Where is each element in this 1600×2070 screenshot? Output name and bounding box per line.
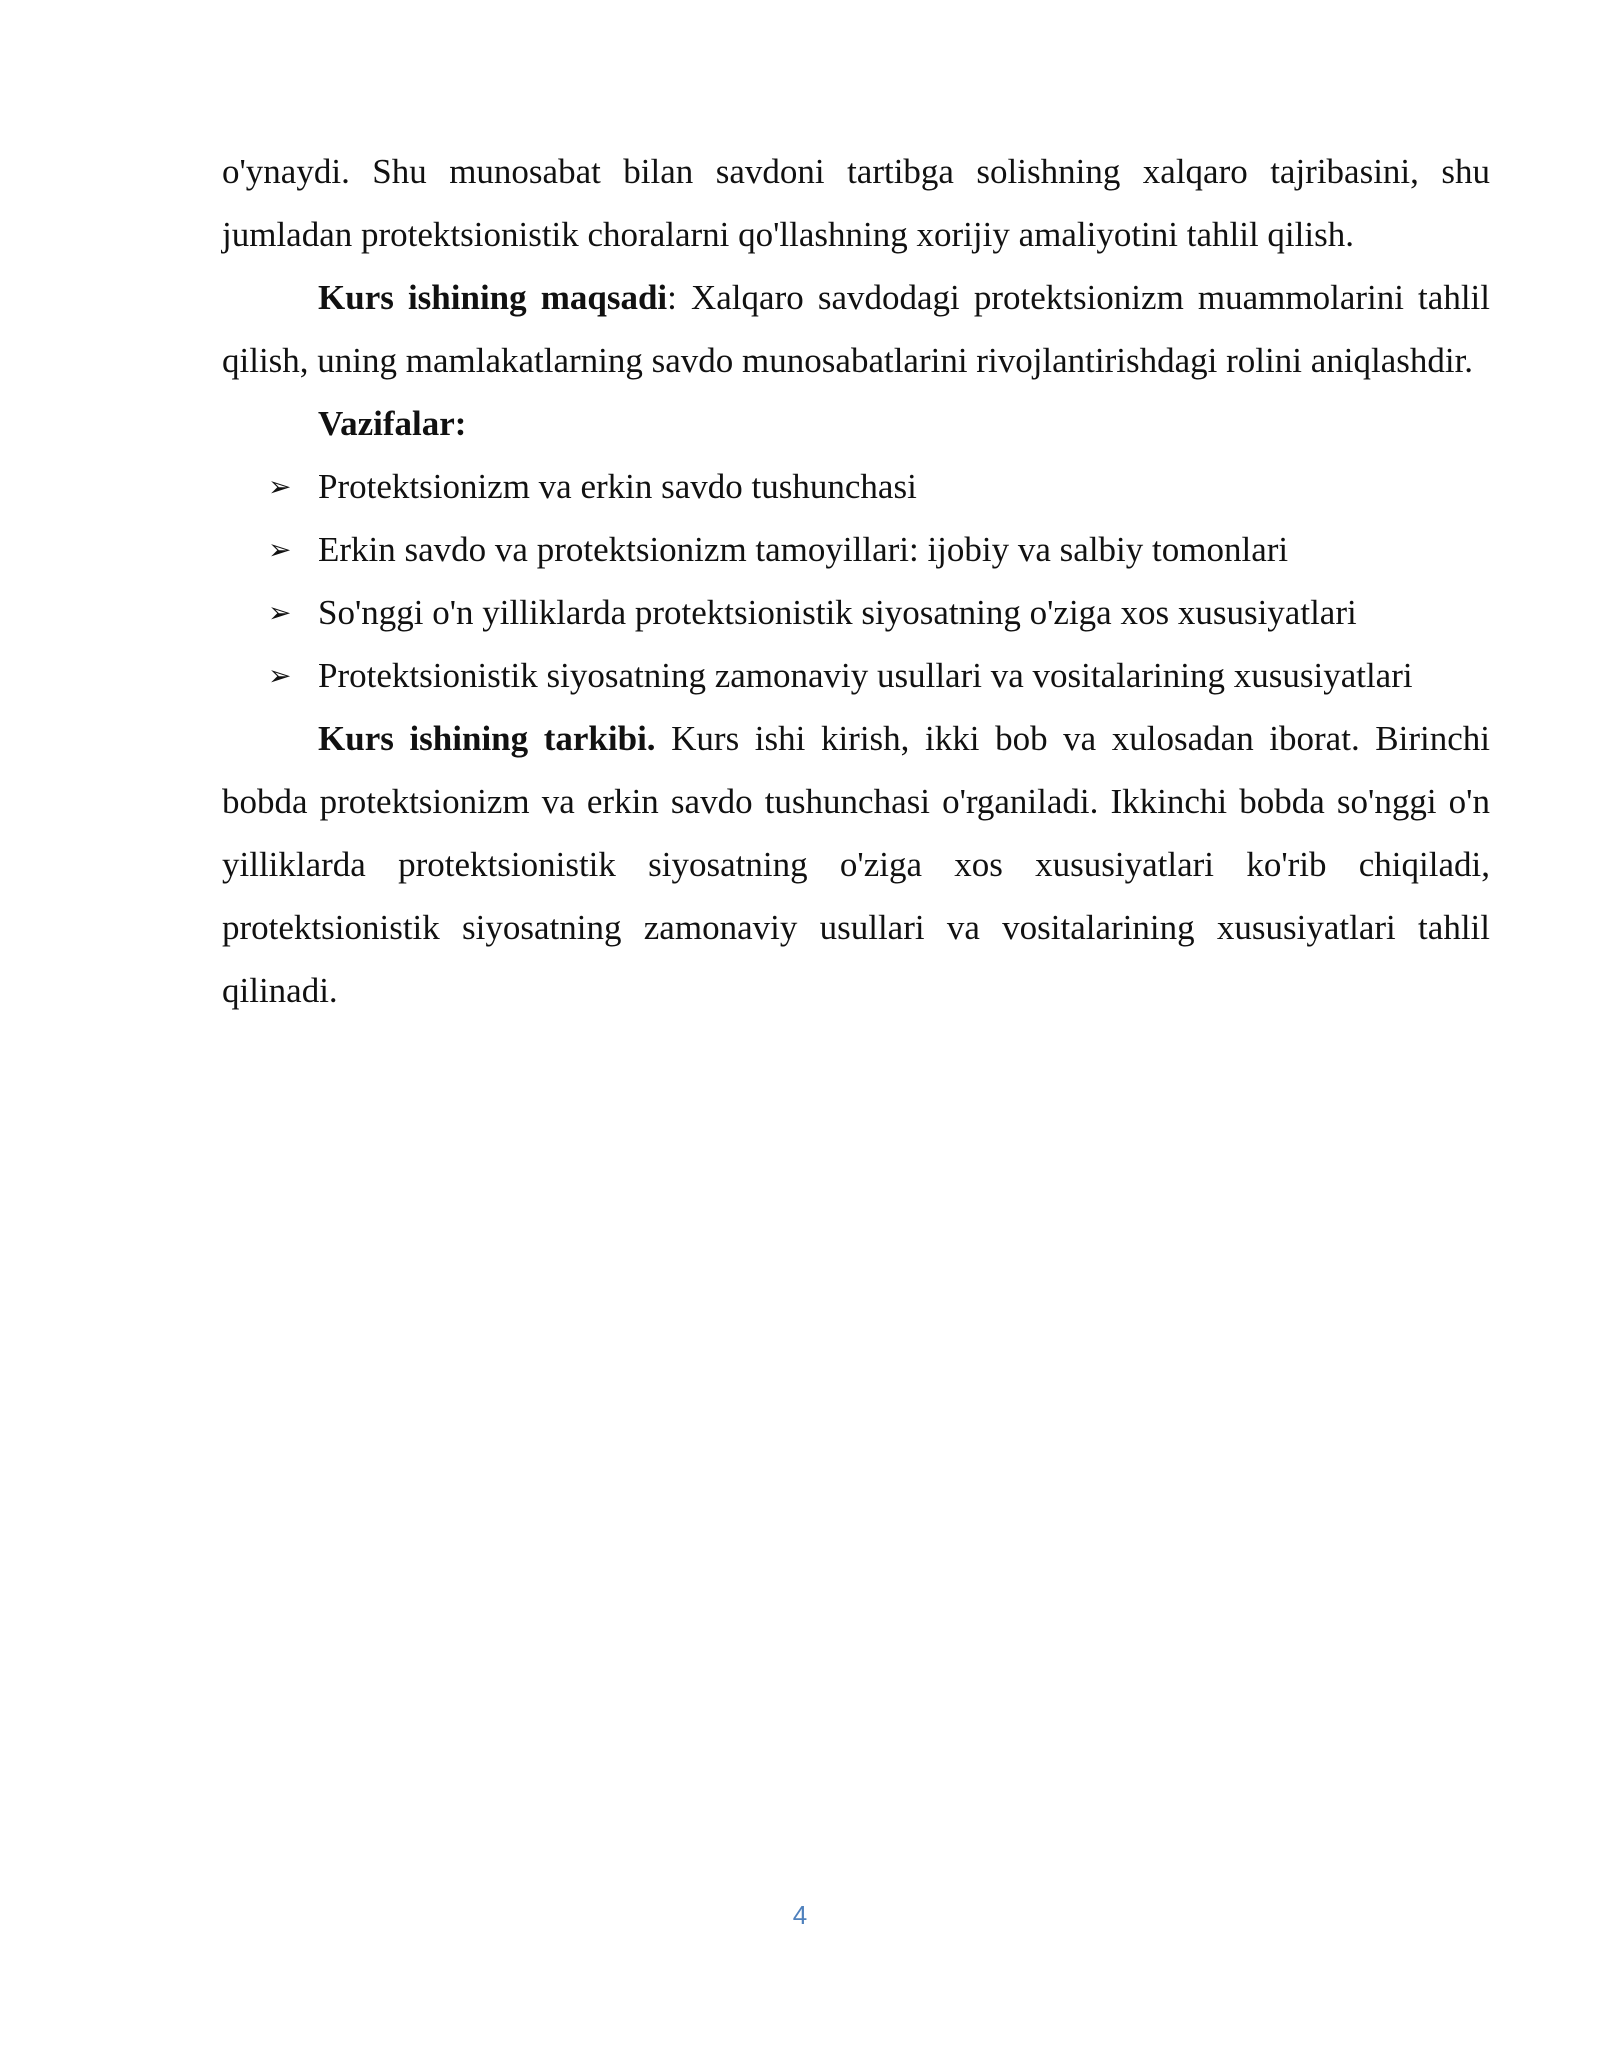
page-number: 4 (792, 1900, 808, 1930)
list-item (222, 581, 1490, 644)
arrowhead-bullet-icon: ➢ (268, 596, 292, 629)
structure-label: Kurs ishining tarkibi. (318, 719, 656, 758)
list-item (222, 644, 1490, 707)
structure-paragraph (222, 707, 1490, 1022)
structure-text: Kurs ishi kirish, ikki bob va xulosadan iborat. Birinchi bobda protektsionizm va erkin savdo tushunchasi o'rganiladi. Ikkinchi bobda so'nggi o'n yilliklarda protektsionistik siyosatning o'ziga xos xususiyatlari ko'rib chiqiladi, protektsionistik siyosatning zamonaviy usullari va vositalarining xususiyatlari tahlil qilinadi. (222, 719, 1490, 1010)
list-item (222, 455, 1490, 518)
goal-paragraph (222, 266, 1490, 392)
task-text: Erkin savdo va protektsionizm tamoyillari: ijobiy va salbiy tomonlari (318, 530, 1289, 569)
list-item (222, 518, 1490, 581)
task-text: Protektsionistik siyosatning zamonaviy usullari va vositalarining xususiyatlari (318, 656, 1413, 695)
arrowhead-bullet-icon: ➢ (268, 470, 292, 503)
arrowhead-bullet-icon: ➢ (268, 533, 292, 566)
task-text: Protektsionizm va erkin savdo tushunchasi (318, 467, 917, 506)
tasks-list (222, 455, 1490, 707)
document-body (222, 140, 1490, 1022)
goal-label: Kurs ishining maqsadi (318, 278, 668, 317)
goal-text: : Xalqaro savdodagi protektsionizm muammolarini tahlil qilish, uning mamlakatlarning savdo munosabatlarini rivojlantirishdagi rolini aniqlashdir. (222, 278, 1490, 380)
arrowhead-bullet-icon: ➢ (268, 659, 292, 692)
task-text: So'nggi o'n yilliklarda protektsionistik siyosatning o'ziga xos xususiyatlari (318, 593, 1357, 632)
tasks-heading: Vazifalar: (318, 404, 467, 443)
intro-paragraph: o'ynaydi. Shu munosabat bilan savdoni tartibga solishning xalqaro tajribasini, shu jumladan protektsionistik choralarni qo'llashning xorijiy amaliyotini tahlil qilish. (222, 152, 1490, 254)
